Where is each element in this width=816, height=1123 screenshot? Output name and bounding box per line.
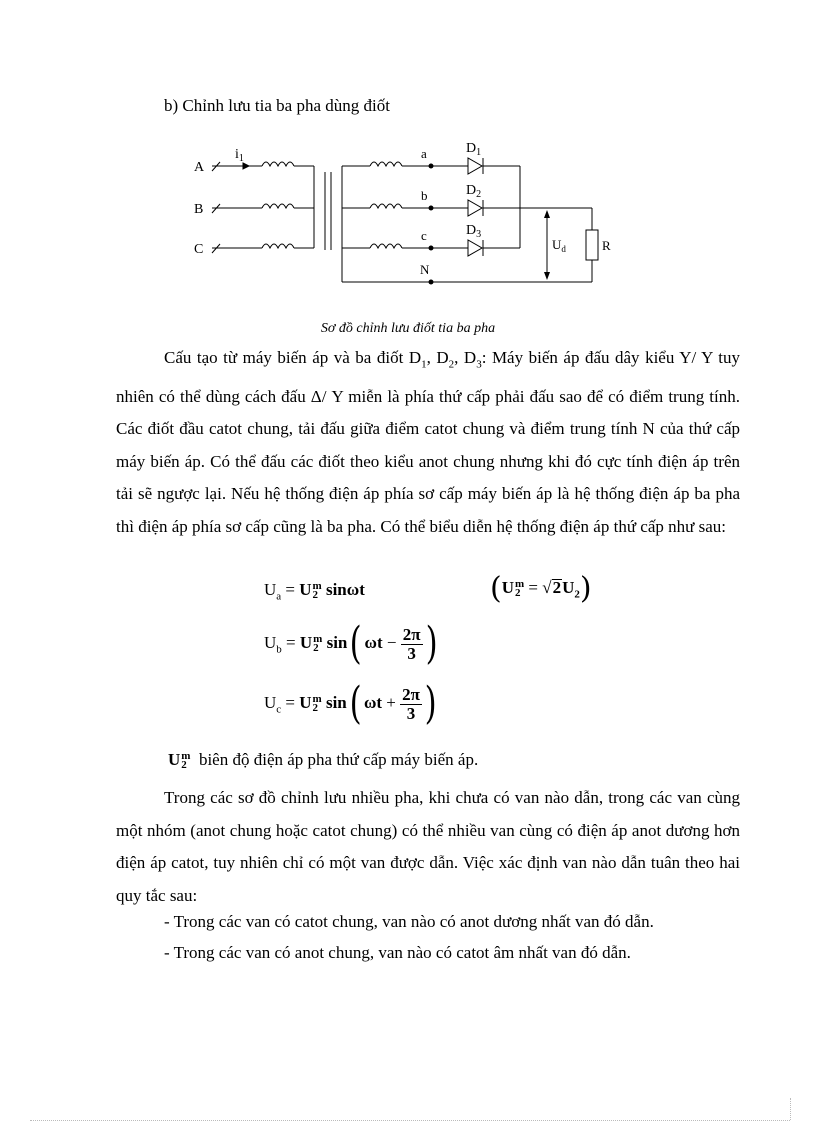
primary-coil-c [262,244,294,248]
node-a [429,164,434,169]
diode-d3-icon [468,240,482,256]
node-b [429,206,434,211]
diagram-caption: Sơ đồ chỉnh lưu điốt tia ba pha [320,321,496,336]
secondary-coil-a [370,162,402,166]
rule-common-cathode: - Trong các van có catot chung, van nào có anot dương nhất van đó dẫn. [164,912,654,931]
label-d3: $D_3$ [466,223,482,240]
current-arrow-icon [243,163,249,169]
primary-coil-b [262,204,294,208]
label-d1: $D_1$ [466,141,482,158]
secondary-coil-c [370,244,402,248]
primary-coil-a [262,162,294,166]
label-r: R [602,238,611,253]
rule-common-anode: - Trong các van có anot chung, van nào có catot âm nhất van đó dẫn. [164,943,631,962]
equation-ub: $U_b = U$ m 2 sin( ωt − $\frac{2\pi}{3}$ ) [264,618,438,669]
page-border-bottom [30,1120,790,1121]
diode-d1-icon [468,158,482,174]
equation-ua: $U_a = U$ m 2 sinωt [264,580,365,603]
secondary-coil-b [370,204,402,208]
label-ud: $U_d$ [552,237,566,254]
label-point-b: b [421,188,428,203]
equation-uc: $U_c = U$ m 2 sin( ωt + $\frac{2\pi}{3}$ ) [264,678,437,729]
section-heading: b) Chỉnh lưu tia ba pha dùng điốt [164,96,390,115]
label-current: $i_1$ [235,147,244,164]
node-c [429,246,434,251]
diode-d2-icon [468,200,482,216]
paragraph-structure: Cấu tạo từ máy biến áp và ba điốt $D_1$, $D_2$, $D_3$: Máy biến áp đấu dây kiểu Y/ Y tuy nhiên có thể dùng cách đấu Δ/ Y miễn là phía thứ cấp phải đấu sao để có điểm trung tính. Các điốt đầu catot chung, tải đấu giữa điểm catot chung và điểm trung tính N của thứ cấp máy biến áp. Có thể đấu các điốt theo kiểu anot chung nhưng khi đó cực tính điện áp trên tải sẽ ngược lại. Nếu hệ thống điện áp phía sơ cấp máy biến áp là hệ thống điện áp ba pha thì điện áp phía sơ cấp cũng là ba pha. Có thể biểu diễn hệ thống điện áp thứ cấp như sau: [116,348,740,536]
page-border-corner [790,1098,791,1120]
label-phase-b: B [194,202,204,217]
label-point-c: c [421,228,427,243]
equation-amplitude: (U m 2 = $√2U_2$) [490,571,592,606]
load-resistor-icon [586,230,598,260]
label-point-a: a [421,146,427,161]
node-n [429,280,434,285]
amplitude-note: U m 2 biên độ điện áp pha thứ cấp máy biến áp. [168,750,479,772]
label-phase-a: A [194,160,205,175]
rectifier-circuit-diagram [180,135,620,315]
label-neutral: N [420,262,430,277]
label-phase-c: C [194,242,204,257]
label-d2: $D_2$ [466,183,482,200]
paragraph-conduction: Trong các sơ đồ chỉnh lưu nhiều pha, khi chưa có van nào dẫn, trong các van cùng một nhóm (anot chung hoặc catot chung) có thể nhiều van cùng có điện áp anot dương hơn điện áp catot, tuy nhiên chỉ có một van được dẫn. Việc xác định van nào dẫn tuân theo hai quy tắc sau: [116,788,740,905]
